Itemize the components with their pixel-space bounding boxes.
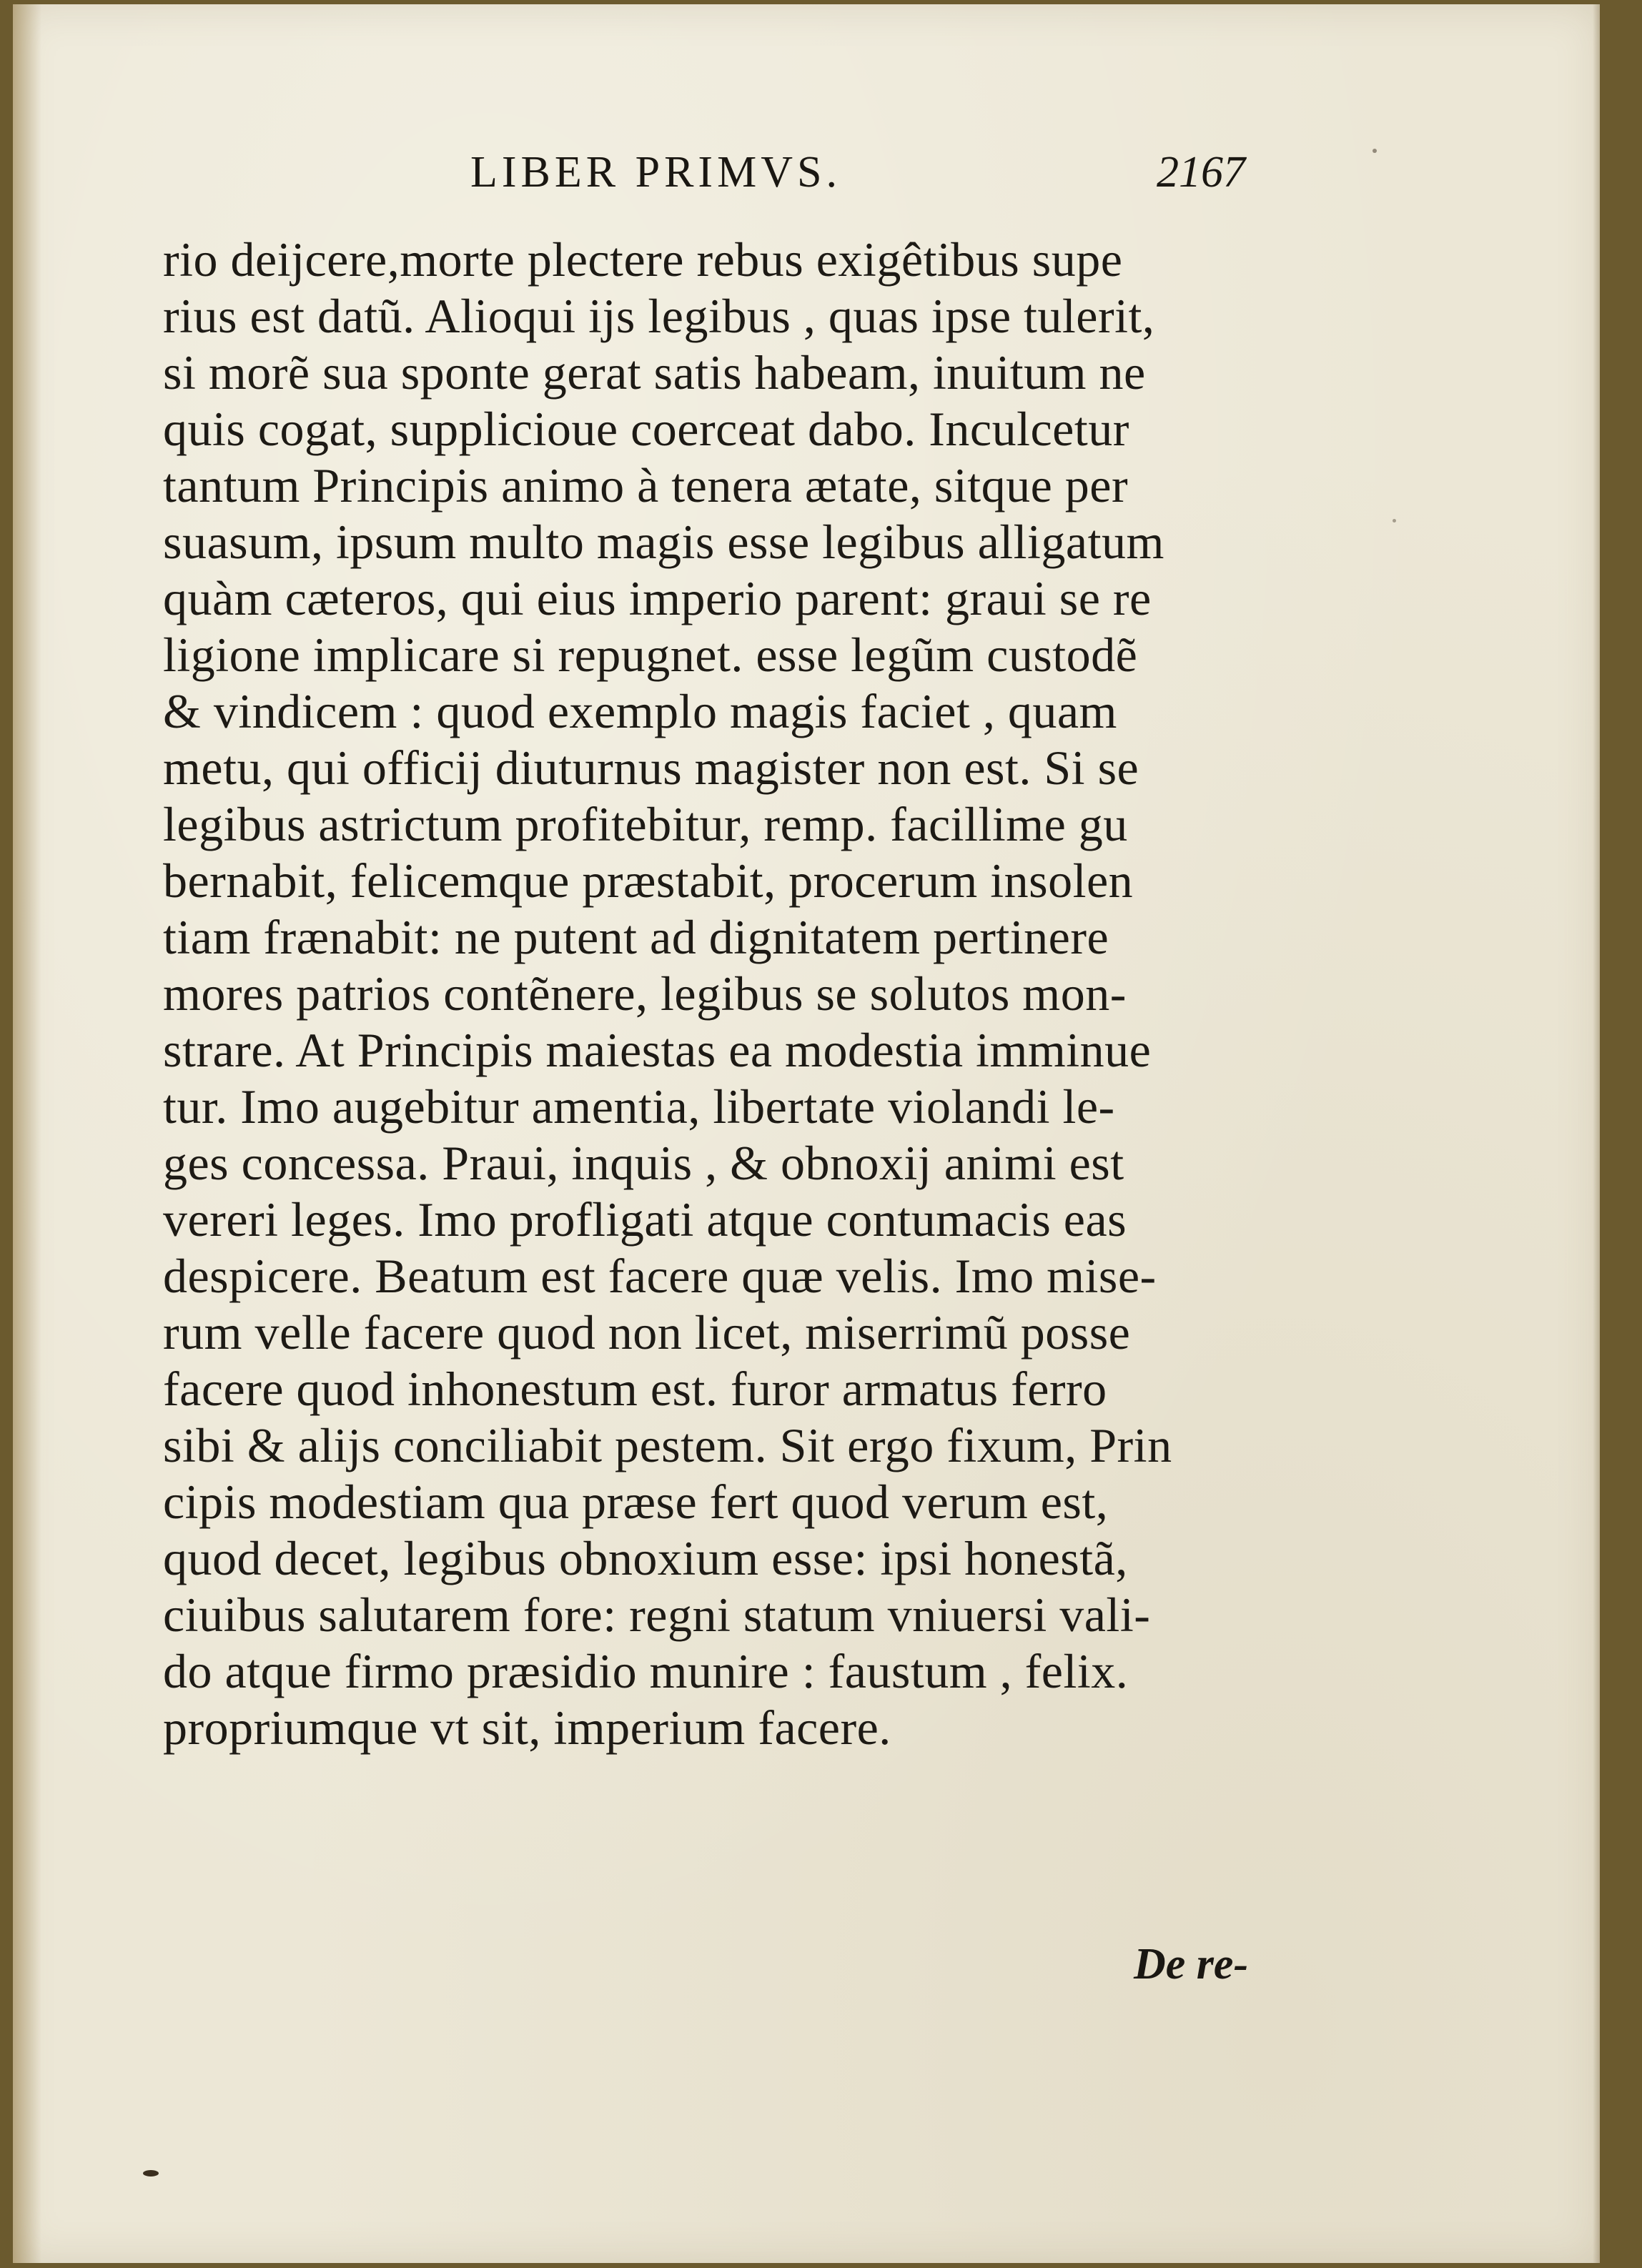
text-line: si morẽ sua sponte gerat satis habeam, inuitum ne xyxy=(163,345,1146,400)
text-line: strare. At Principis maiestas ea modestia imminue xyxy=(163,1023,1152,1077)
text-line: mores patrios contẽnere, legibus se solutos mon- xyxy=(163,966,1127,1021)
spine-shadow xyxy=(13,4,41,2263)
ink-speck xyxy=(1393,519,1396,523)
text-line: tiam frænabit: ne putent ad dignitatem pertinere xyxy=(163,910,1109,964)
text-line: rius est datũ. Alioqui ijs legibus , quas ipse tulerit, xyxy=(163,289,1155,343)
text-line: vereri leges. Imo profligati atque contumacis eas xyxy=(163,1192,1127,1247)
text-line: legibus astrictum profitebitur, remp. facillime gu xyxy=(163,797,1128,851)
text-line: rio deijcere,morte plectere rebus exigêtibus supe xyxy=(163,232,1123,287)
text-line: facere quod inhonestum est. furor armatus ferro xyxy=(163,1362,1107,1416)
body-text xyxy=(163,232,1300,1756)
text-line: propriumque vt sit, imperium facere. xyxy=(163,1700,891,1755)
text-line: tantum Principis animo à tenera ætate, sitque per xyxy=(163,458,1129,512)
catchword: De re- xyxy=(1134,1940,1249,1989)
text-line: quàm cæteros, qui eius imperio parent: graui se re xyxy=(163,571,1152,625)
page-number: 2167 xyxy=(1157,148,1245,197)
text-line: & vindicem : quod exemplo magis faciet , quam xyxy=(163,684,1117,738)
ink-speck xyxy=(143,2170,159,2177)
running-head: LIBER PRIMVS. xyxy=(470,148,841,197)
text-line: sibi & alijs conciliabit pestem. Sit ergo fixum, Prin xyxy=(163,1418,1172,1472)
text-line: tur. Imo augebitur amentia, libertate violandi le- xyxy=(163,1079,1115,1134)
page-edge xyxy=(1593,4,1600,2263)
text-line: despicere. Beatum est facere quæ velis. Imo mise- xyxy=(163,1249,1157,1303)
text-line: ligione implicare si repugnet. esse legũm custodẽ xyxy=(163,628,1138,682)
text-line: bernabit, felicemque præstabit, procerum insolen xyxy=(163,853,1134,908)
ink-speck xyxy=(1373,149,1377,153)
text-line: quod decet, legibus obnoxium esse: ipsi honestã, xyxy=(163,1531,1128,1585)
book-page xyxy=(13,4,1600,2263)
text-line: quis cogat, supplicioue coerceat dabo. Inculcetur xyxy=(163,402,1129,456)
text-line: cipis modestiam qua præse fert quod verum est, xyxy=(163,1475,1109,1529)
text-line: ges concessa. Praui, inquis , & obnoxij animi est xyxy=(163,1136,1124,1190)
text-line: rum velle facere quod non licet, miserrimũ posse xyxy=(163,1305,1131,1360)
text-line: do atque firmo præsidio munire : faustum , felix. xyxy=(163,1644,1129,1698)
text-line: ciuibus salutarem fore: regni statum vniuersi vali- xyxy=(163,1588,1151,1642)
text-line: suasum, ipsum multo magis esse legibus alligatum xyxy=(163,515,1164,569)
text-line: metu, qui officij diuturnus magister non est. Si se xyxy=(163,741,1139,795)
